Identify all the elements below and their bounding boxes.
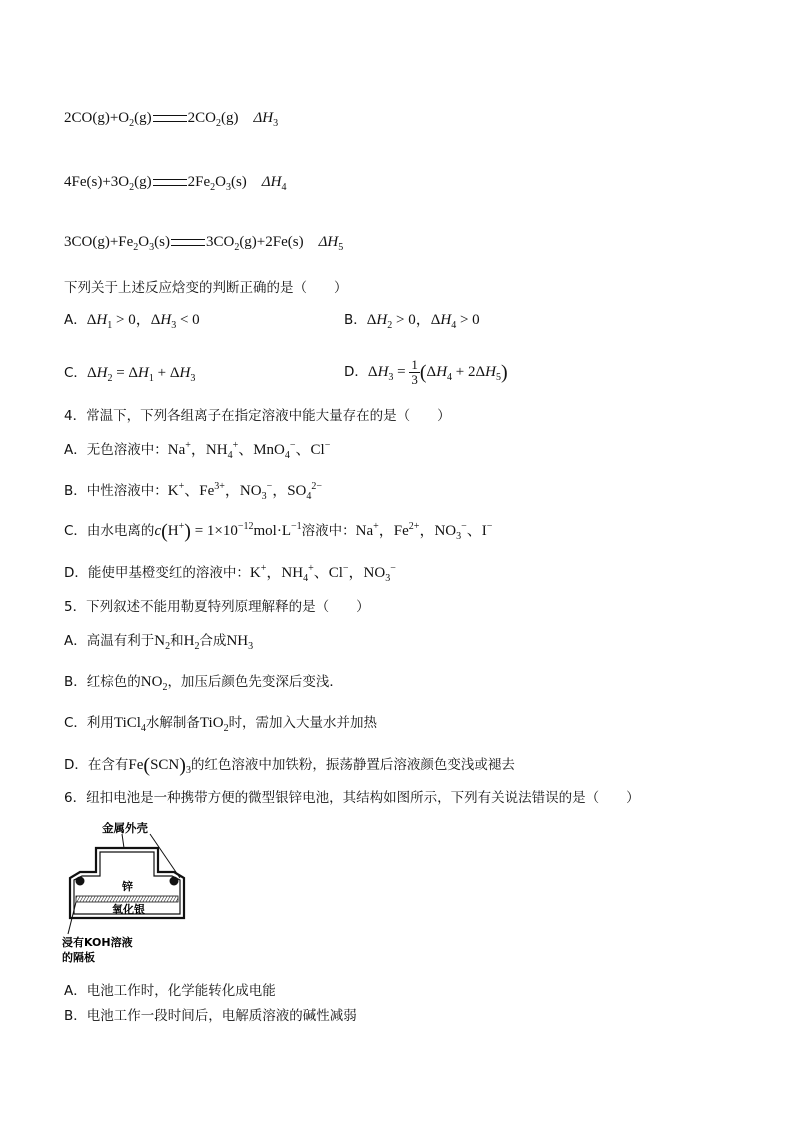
q5-option-c: C．利用TiCl$_4$水解制备TiO$_2$时，需加入大量水并加热 (64, 715, 378, 734)
q4-option-d: D．能使甲基橙变红的溶液中：K+，$NH_4^+$、Cl−，$NO_3^-$ (64, 563, 396, 584)
q4-option-a: A．无色溶液中：Na+，$NH_4^+$、MnO$_4$−、Cl− (64, 440, 331, 461)
label-separator-2: 的隔板 (62, 951, 95, 964)
label-silver-oxide: 氧化银 (112, 903, 145, 916)
q3-option-b: B．$\Delta H_2 > 0$，$\Delta H_4 > 0$ (344, 312, 480, 331)
label-metal-shell: 金属外壳 (102, 821, 148, 835)
q4-option-b: B．中性溶液中：K+、$Fe^{3+}$，$NO_3^-$，$SO_4^{2-}$ (64, 481, 323, 502)
equation-3: $2CO(g)+O_2(g)$ $2CO_2(g)$ $\Delta H_3$ (64, 110, 279, 129)
q6-option-b: B．电池工作一段时间后，电解质溶液的碱性减弱 (64, 1008, 357, 1024)
q6-option-a: A．电池工作时，化学能转化成电能 (64, 983, 276, 999)
q6-stem: 6．纽扣电池是一种携带方便的微型银锌电池，其结构如图所示，下列有关说法错误的是（ ） (64, 790, 640, 806)
label-zinc: 锌 (122, 880, 133, 893)
label-separator-1: 浸有KOH溶液 (62, 936, 133, 949)
q5-option-d: D．在含有$Fe(SCN)_3$的红色溶液中加铁粉，振荡静置后溶液颜色变浅或褪去 (64, 754, 515, 777)
q4-stem: 4．常温下，下列各组离子在指定溶液中能大量存在的是（ ） (64, 408, 451, 424)
q5-option-b: B．红棕色的$NO_2$，加压后颜色先变深后变浅． (64, 674, 343, 693)
button-cell-diagram (62, 818, 192, 966)
q3-stem: 下列关于上述反应焓变的判断正确的是（ ） (64, 280, 348, 296)
q4-option-c: C．由水电离的$c(H^+) = 1\times 10^{-12}mol\cdot L^{-1}$溶液中：Na+，$Fe^{2+}$，$NO_3^-$、I− (64, 520, 493, 543)
q3-option-d: D．$\Delta H_3$ = $\frac{1}{3}$ $(\Delta H_4 + 2\Delta H_5)$ (344, 357, 508, 388)
q3-option-a: A．$\Delta H_1 > 0$，$\Delta H_3 < 0$ (64, 312, 200, 331)
q5-stem: 5．下列叙述不能用勒夏特列原理解释的是（ ） (64, 599, 370, 615)
equation-4: $4Fe(s)+3O_2(g)$ $2Fe_2O_3(s)$ $\Delta H_4$ (64, 174, 287, 193)
q3-option-c: C．$\Delta H_2 = \Delta H_1 + \Delta H_3$ (64, 365, 196, 384)
equation-5: $3CO(g)+Fe_2O_3(s)$ $3CO_2(g)+2Fe(s)$ $\Delta H_5$ (64, 234, 344, 253)
q5-option-a: A．高温有利于$N_2$和$H_2$合成$NH_3$ (64, 633, 254, 652)
